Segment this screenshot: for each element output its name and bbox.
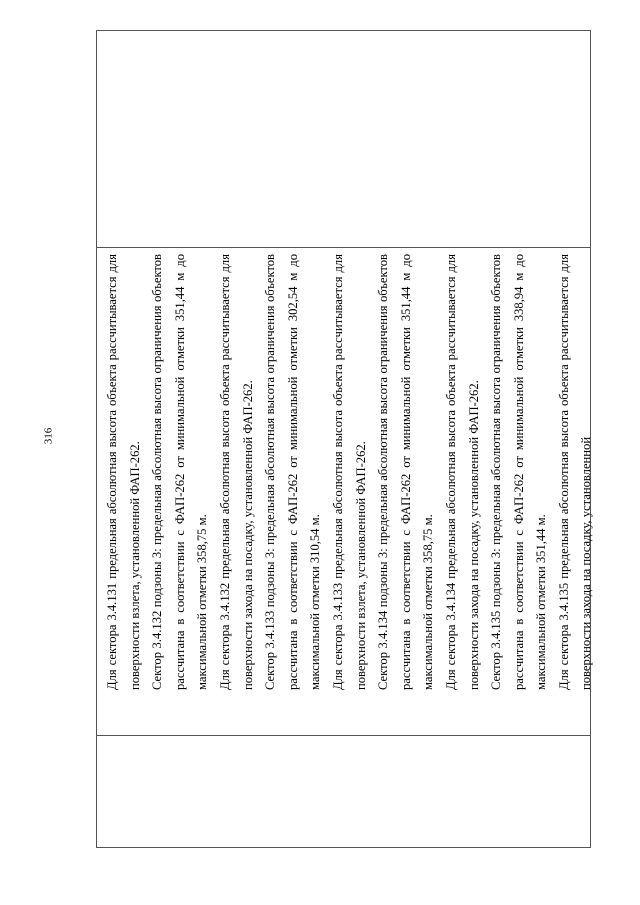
paragraph: Сектор 3.4.132 подзоны 3: предельная абсолютная высота ограничения объектов рассчитана в соответствии с ФАП-262 от минимальной отметки 351,44 м до максимальной отметки 358,75 м. xyxy=(150,254,210,690)
paragraph: Для сектора 3.4.131 предельная абсолютная высота объекта рассчитывается для поверхности взлета, установленной ФАП-262. xyxy=(105,254,142,690)
paragraph: Для сектора 3.4.134 предельная абсолютная высота объекта рассчитывается для поверхности захода на посадку, установленной ФАП-262. xyxy=(443,254,481,690)
row-divider-bottom xyxy=(97,735,590,736)
page-number-text: 316 xyxy=(42,427,54,445)
page-number xyxy=(38,416,58,456)
table xyxy=(96,30,594,848)
content-cell xyxy=(97,248,594,696)
paragraph: Для сектора 3.4.133 предельная абсолютная высота объекта рассчитывается для поверхности взлета, установленной ФАП-262. xyxy=(330,254,368,690)
paragraph: Сектор 3.4.133 подзоны 3: предельная абсолютная высота ограничения объектов рассчитана в соответствии с ФАП-262 от минимальной отметки 302,54 м до максимальной отметки 310,54 м. xyxy=(263,254,323,690)
paragraph: Для сектора 3.4.132 предельная абсолютная высота объекта рассчитывается для поверхности захода на посадку, установленной ФАП-262. xyxy=(217,254,255,690)
paragraph: Сектор 3.4.134 подзоны 3: предельная абсолютная высота ограничения объектов рассчитана в соответствии с ФАП-262 от минимальной отметки 351,44 м до максимальной отметки 358,75 м. xyxy=(376,254,436,690)
rotated-text-block xyxy=(97,248,592,696)
paragraph: Сектор 3.4.135 подзоны 3: предельная абсолютная высота ограничения объектов рассчитана в соответствии с ФАП-262 от минимальной отметки 338,94 м до максимальной отметки 351,44 м. xyxy=(489,254,549,690)
paragraph: Для сектора 3.4.135 предельная абсолютная высота объекта рассчитывается для поверхности захода на посадку, установленной xyxy=(556,254,594,690)
